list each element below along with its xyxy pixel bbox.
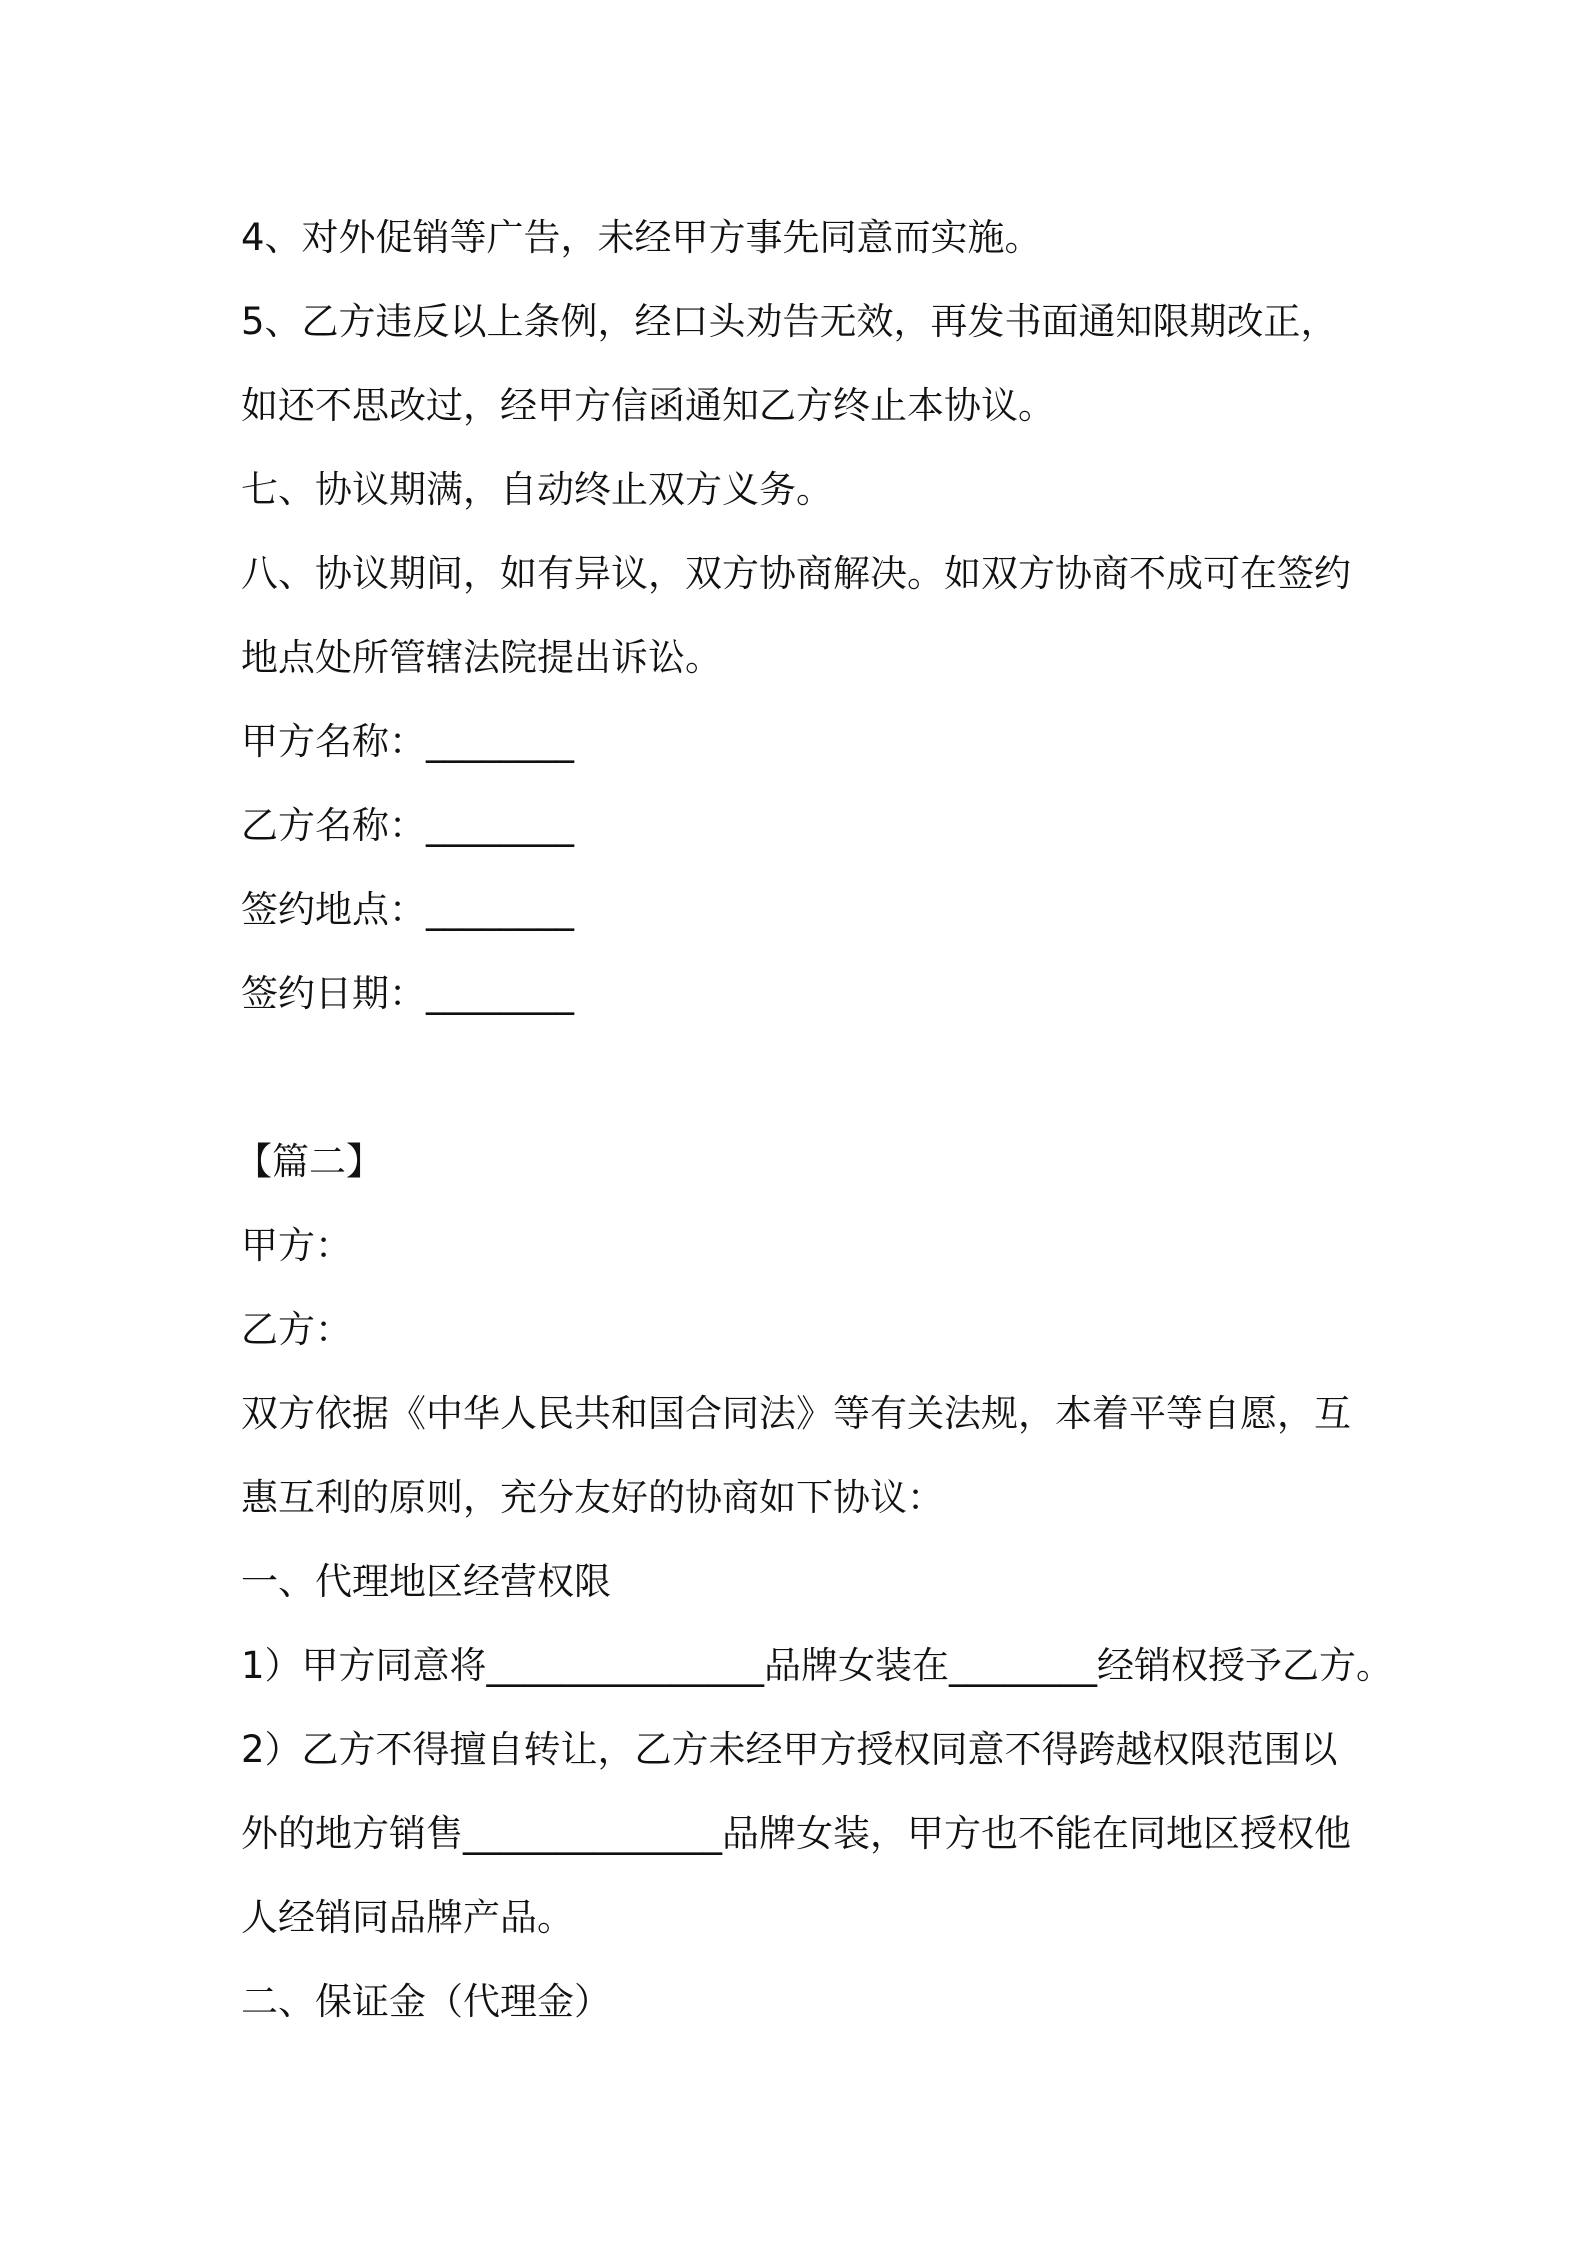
party-a-label: 甲方： (241, 1224, 352, 1267)
article-1-item-2-line-3: 人经销同品牌产品。 (241, 1896, 574, 1939)
article-8-court: 地点处所管辖法院提出诉讼。 (241, 636, 722, 679)
signing-place-field: 签约地点：________ (241, 888, 574, 931)
article-7-expiry: 七、协议期满，自动终止双方义务。 (241, 468, 833, 511)
party-b-name-field: 乙方名称：________ (241, 804, 574, 847)
section-spacer (241, 1036, 1381, 1120)
preamble-line-2: 惠互利的原则，充分友好的协商如下协议： (241, 1476, 944, 1519)
article-8-disputes: 八、协议期间，如有异议，双方协商解决。如双方协商不成可在签约 (241, 552, 1351, 595)
document-body (235, 196, 1394, 2044)
preamble-line-1: 双方依据《中华人民共和国合同法》等有关法规，本着平等自愿，互 (241, 1392, 1351, 1435)
signing-date-field: 签约日期：________ (241, 972, 574, 1015)
party-b-label: 乙方： (241, 1308, 352, 1351)
article-1-item-2-line-1: 2）乙方不得擅自转让，乙方未经甲方授权同意不得跨越权限范围以 (241, 1728, 1338, 1771)
clause-5-termination: 如还不思改过，经甲方信函通知乙方终止本协议。 (241, 384, 1055, 427)
party-a-name-field: 甲方名称：________ (241, 720, 574, 763)
article-1-item-2-line-2: 外的地方销售______________品牌女装，甲方也不能在同地区授权他 (241, 1812, 1351, 1855)
article-2-heading: 二、保证金（代理金） (241, 1980, 611, 2023)
section-2-title: 【篇二】 (235, 1140, 383, 1183)
article-1-heading: 一、代理地区经营权限 (241, 1560, 611, 1603)
article-1-item-1: 1）甲方同意将_______________品牌女装在________经销权授予乙方。 (241, 1644, 1394, 1687)
clause-5-violation: 5、乙方违反以上条例，经口头劝告无效，再发书面通知限期改正， (241, 300, 1338, 343)
clause-4-promotion: 4、对外促销等广告，未经甲方事先同意而实施。 (241, 216, 1042, 259)
